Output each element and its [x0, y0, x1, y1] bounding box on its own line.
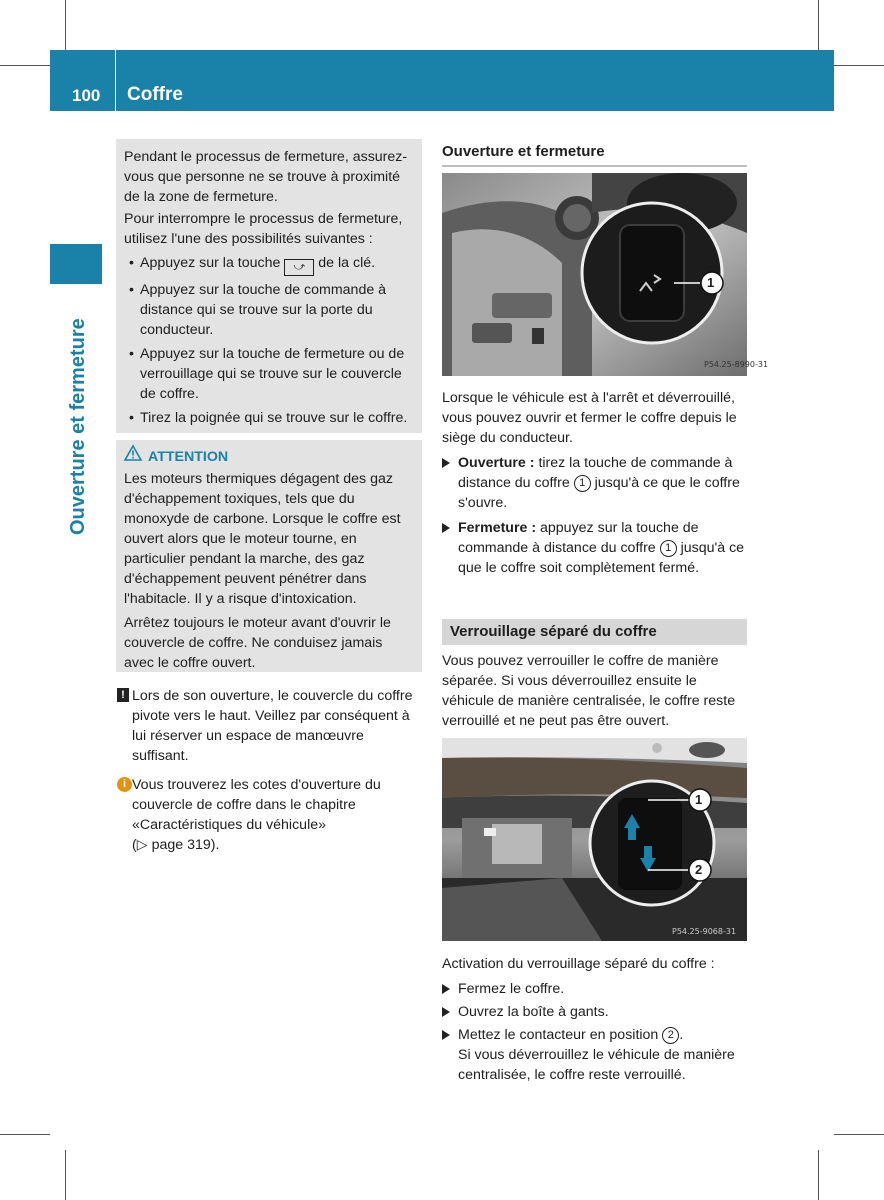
crop-mark [818, 0, 819, 50]
warning-title: ATTENTION [148, 449, 229, 465]
note-item [117, 775, 417, 855]
crop-mark [0, 65, 50, 66]
caution-icon: ! [117, 688, 129, 702]
crop-mark [65, 1150, 66, 1200]
bullet-item: • Tirez la poignée qui se trouve sur le coffre. [124, 408, 416, 428]
body-paragraph: Vous pouvez verrouiller le coffre de manière séparée. Si vous déverrouillez ensuite le véhicule de manière centralisée, le coffre reste verrouillé et ne peut pas être ouvert. [442, 653, 736, 729]
body-paragraph: Activation du verrouillage séparé du coffre : [442, 956, 715, 972]
crop-mark [834, 1134, 884, 1135]
callout-1: 1 [695, 792, 703, 807]
photo-glovebox [442, 738, 747, 941]
callout-1: 1 [707, 275, 715, 290]
info-icon: i [117, 777, 132, 792]
callout-ref: 1 [660, 540, 677, 557]
arrow-icon [442, 523, 450, 533]
intro-content [124, 147, 416, 428]
note-item [117, 686, 417, 766]
section-title: Verrouillage séparé du coffre [442, 619, 747, 645]
step-subtext: Si vous déverrouillez le véhicule de manière centralisée, le coffre reste verrouillé. [458, 1047, 735, 1083]
intro-paragraph: Pour interrompre le processus de fermeture, utilisez l'une des possibilités suivantes : [124, 211, 403, 247]
right-body [442, 388, 748, 578]
chapter-tab [50, 244, 102, 284]
photo-driver-door [442, 173, 769, 376]
step-text: Fermez le coffre. [458, 981, 565, 997]
crop-mark [0, 1134, 50, 1135]
warning-text: Arrêtez toujours le moteur avant d'ouvrir le couvercle de coffre. Ne conduisez jamais avec le coffre ouvert. [124, 615, 391, 671]
step-item [442, 979, 748, 999]
chapter-label: Ouverture et fermeture [67, 318, 89, 535]
step-text: appuyez sur la touche de commande à distance du coffre [458, 520, 699, 556]
section-heading [442, 142, 747, 167]
warning-triangle-icon [124, 445, 148, 467]
crop-mark [818, 1150, 819, 1200]
photo-code: P54.25-9068-31 [672, 927, 737, 936]
step-item [442, 518, 748, 578]
body-paragraph: Lorsque le véhicule est à l'arrêt et déverrouillé, vous pouvez ouvrir et fermer le coffre depuis le siège du conducteur. [442, 390, 737, 446]
arrow-icon [442, 1030, 450, 1040]
intro-paragraph: Pendant le processus de fermeture, assurez-vous que personne ne se trouve à proximité de la zone de fermeture. [124, 149, 408, 205]
bullet-item: • Appuyez sur la touche de commande à distance qui se trouve sur la porte du conducteur. [124, 280, 416, 340]
callout-2: 2 [695, 862, 703, 877]
step-item [442, 453, 748, 513]
warning-content [124, 445, 416, 673]
right-body-2 [442, 651, 748, 731]
step-label: Fermeture : [458, 520, 537, 536]
warning-text: Les moteurs thermiques dégagent des gaz d'échappement toxiques, tels que du monoxyde de carbone. Lorsque le coffre est ouvert alors que le moteur tourne, en particulier pendant la marche, des gaz d'échappement peuvent pénétrer dans l'habitacle. Il y a risque d'intoxication. [124, 471, 401, 607]
warning-heading [124, 445, 416, 467]
crop-mark [834, 65, 884, 66]
arrow-icon [442, 984, 450, 994]
note-text: Lors de son ouverture, le couvercle du coffre pivote vers le haut. Veillez par conséquent à lui réserver un espace de manœuvre suffisant. [132, 688, 413, 764]
page-title: Coffre [127, 84, 183, 105]
step-text: Mettez le contacteur en position [458, 1027, 659, 1043]
step-text: jusqu'à ce que le coffre s'ouvre. [458, 475, 740, 511]
callout-ref: 1 [574, 475, 591, 492]
note-text: Vous trouverez les cotes d'ouverture du couvercle de coffre dans le chapitre «Caractéristiques du véhicule» [132, 777, 381, 833]
step-text: . [679, 1027, 684, 1043]
step-item [442, 1025, 748, 1045]
callout-ref: 2 [662, 1027, 679, 1044]
section-title: Ouverture et fermeture [442, 143, 605, 160]
step-text: jusqu'à ce que le coffre soit complètement fermé. [458, 540, 745, 576]
step-label: Ouverture : [458, 455, 535, 471]
right-body-3 [442, 954, 748, 1085]
header-divider [115, 50, 116, 111]
photo-code: P54.25-8990-31 [704, 360, 769, 369]
page-number: 100 [72, 86, 101, 105]
bullet-item: • Appuyez sur la touche de fermeture ou de verrouillage qui se trouve sur le couvercle de coffre. [124, 344, 416, 404]
bullet-text: Appuyez sur la touche [140, 255, 281, 271]
section-heading-grey [442, 619, 747, 645]
key-button-icon: ⤻ [284, 259, 314, 276]
step-item [442, 1002, 748, 1022]
page-reference: (▷ page 319). [132, 837, 220, 853]
crop-mark [65, 0, 66, 50]
section-underline [442, 165, 747, 167]
arrow-icon [442, 458, 450, 468]
bullet-text: de la clé. [318, 255, 376, 271]
step-text: tirez la touche de commande à distance du coffre [458, 455, 733, 491]
step-text: Ouvrez la boîte à gants. [458, 1004, 609, 1020]
bullet-item [124, 253, 416, 276]
arrow-icon [442, 1007, 450, 1017]
